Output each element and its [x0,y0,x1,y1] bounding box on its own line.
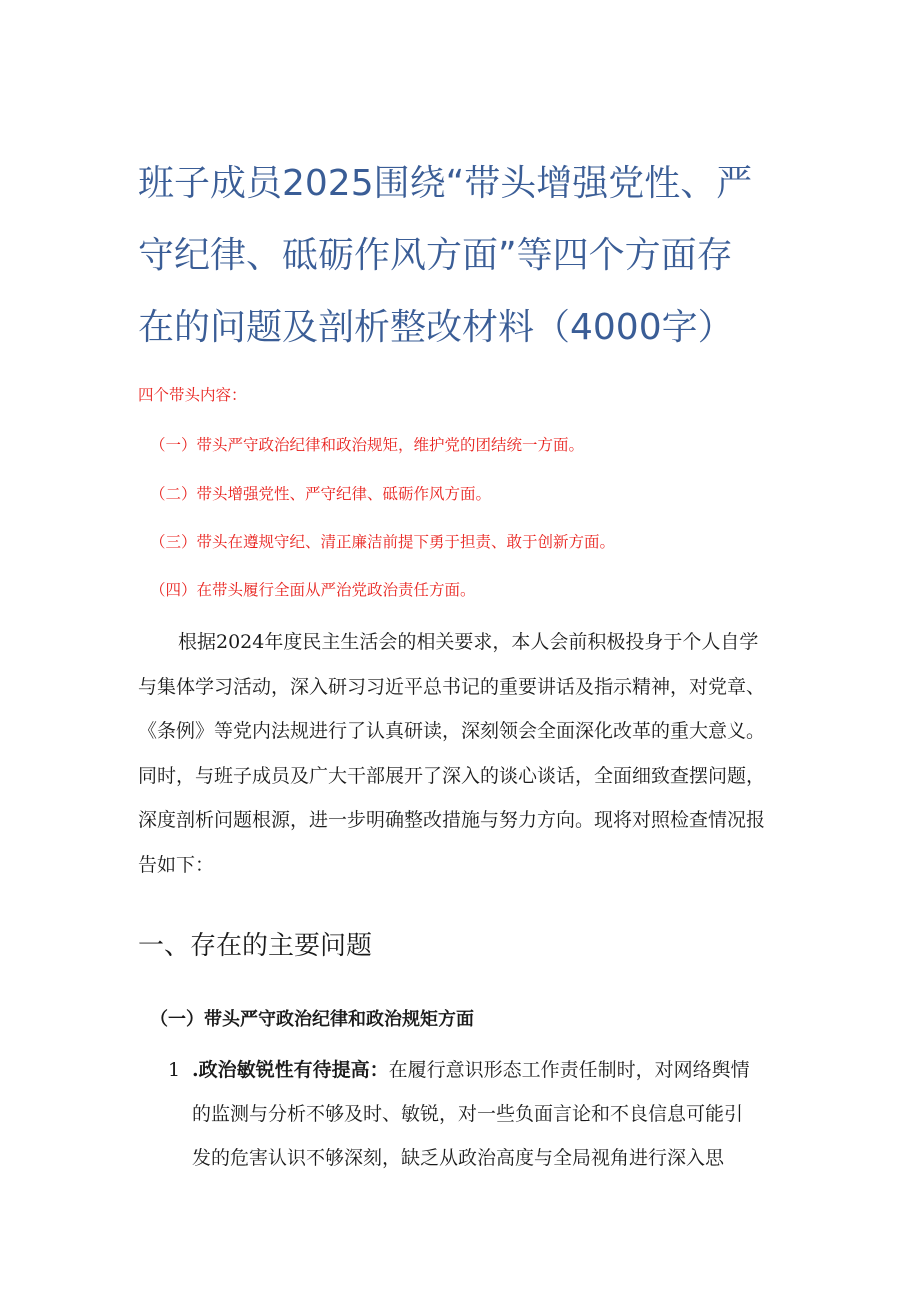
intro-line: 同时，与班子成员及广大干部展开了深入的谈心谈话，全面细致查摆问题， [138,764,766,787]
title-line: 守纪律、砥砺作风方面”等四个方面存 [138,235,733,276]
item-lead: .政治敏锐性有待提高： [192,1059,389,1081]
subsection-heading: （一）带头严守政治纪律和政治规矩方面 [150,1009,474,1030]
item-line: 的监测与分析不够及时、敏锐，对一些负面言论和不良信息可能引 [192,1103,744,1125]
intro-line: 深度剖析问题根源，进一步明确整改措施与努力方向。现将对照检查情况报 [138,809,766,831]
item-text: 在履行意识形态工作责任制时，对网络舆情 [388,1059,750,1081]
item-first-line [168,1048,808,1092]
section-heading: 一、存在的主要问题 [138,931,373,961]
four-leads-item: （四）在带头履行全面从严治党政治责任方面。 [150,581,476,599]
title-line: 班子成员2025围绕“带头增强党性、严 [138,163,753,204]
item-number: 1 [168,1059,181,1081]
intro-paragraph [138,620,798,887]
four-leads-item: （一）带头严守政治纪律和政治规矩，维护党的团结统一方面。 [150,436,585,454]
list-item [168,1048,808,1180]
intro-line: 根据2024年度民主生活会的相关要求，本人会前积极投身于个人自学 [178,631,759,653]
intro-line: 《条例》等党内法规进行了认真研读，深刻领会全面深化改革的重大意义。 [138,720,766,742]
four-leads-item: （三）带头在遵规守纪、清正廉洁前提下勇于担责、敢于创新方面。 [150,533,616,551]
title-line: 在的问题及剖析整改材料（4000字） [138,307,734,348]
document-title [138,148,788,364]
four-leads-item: （二）带头增强党性、严守纪律、砥砺作风方面。 [150,485,492,503]
four-leads-heading: 四个带头内容： [138,386,247,404]
intro-line: 与集体学习活动，深入研习习近平总书记的重要讲话及指示精神，对党章、 [138,675,766,698]
intro-line: 告如下： [138,853,215,876]
item-line: 发的危害认识不够深刻，缺乏从政治高度与全局视角进行深入思 [192,1147,725,1169]
